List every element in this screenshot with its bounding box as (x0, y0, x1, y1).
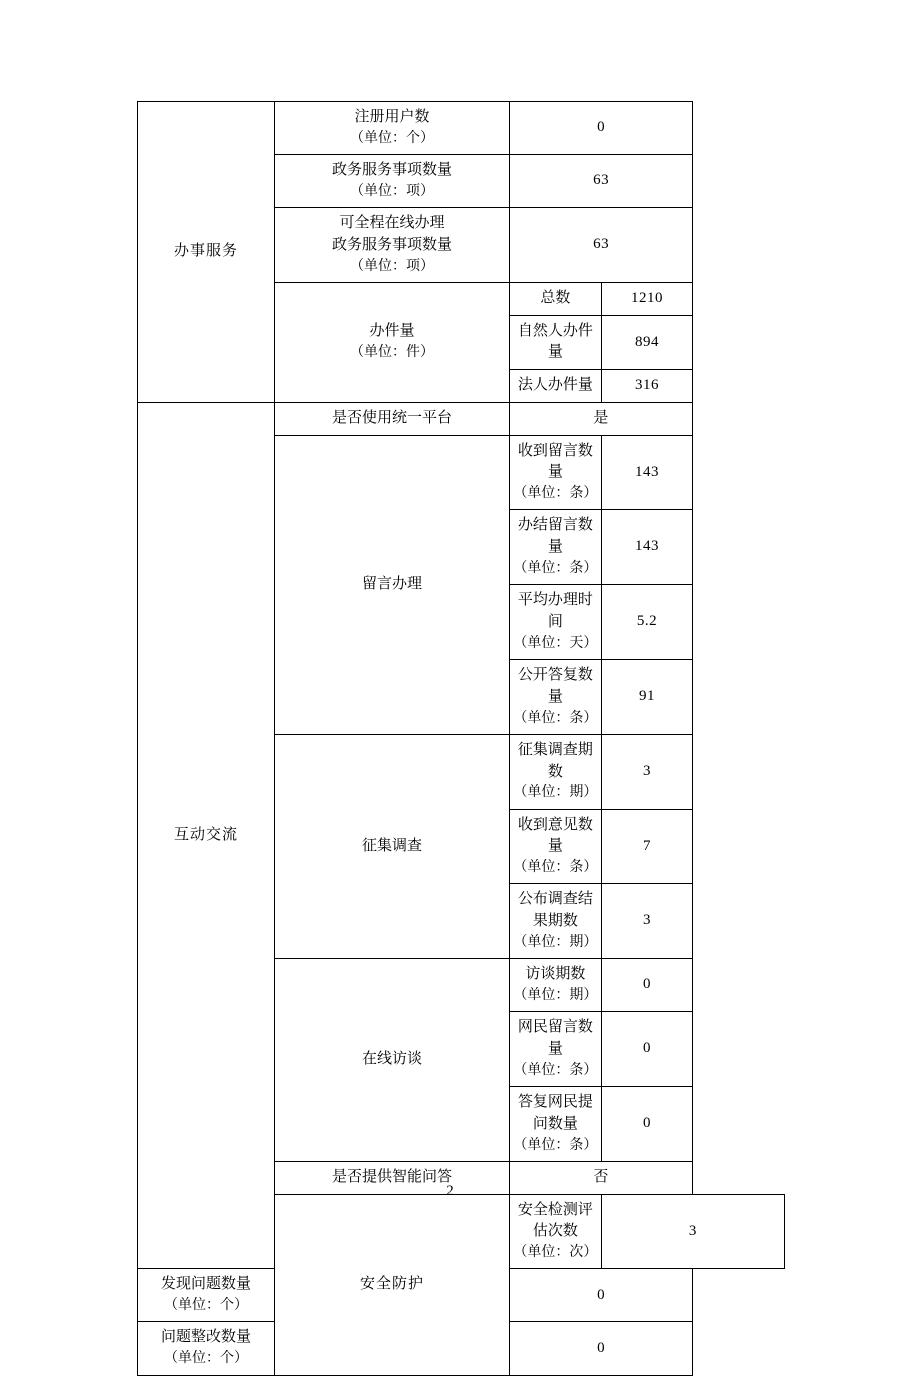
subitem-unit: （单位：条） (513, 860, 598, 876)
item-cell-unified-platform: 是否使用统一平台 (275, 402, 510, 435)
item-label: 问题整改数量 (160, 1329, 251, 1346)
value-cell-unified-platform: 是 (510, 402, 693, 435)
value-cell-published-results: 3 (601, 884, 693, 959)
category-cell-interaction: 互动交流 (138, 402, 275, 1269)
subitem-label: 网民留言数量 (517, 1019, 593, 1058)
subitem-label: 办结留言数量 (517, 517, 593, 556)
value-cell-netizen-messages: 0 (601, 1012, 693, 1087)
subitem-unit: （单位：期） (513, 934, 598, 950)
value-cell-received-opinions: 7 (601, 809, 693, 884)
item-label: 发现问题数量 (160, 1276, 251, 1293)
item-label: 政务服务事项数量 (331, 236, 452, 253)
item-unit: （单位：项） (350, 258, 434, 274)
subitem-unit: （单位：条） (513, 710, 598, 726)
item-cell-online-service-items (275, 208, 510, 283)
subitem-label: 公布调查结果期数 (517, 891, 593, 930)
subitem-unit: （单位：条） (513, 560, 598, 576)
subitem-label: 收到意见数量 (517, 816, 593, 855)
subitem-label: 答复网民提问数量 (517, 1094, 593, 1132)
value-cell-public-replies: 91 (601, 660, 693, 735)
subitem-label: 公开答复数量 (517, 667, 593, 705)
subitem-interview-periods (510, 959, 602, 1012)
item-cell-message-handling: 留言办理 (275, 435, 510, 734)
subitem-unit: （单位：条） (513, 1137, 598, 1153)
value-cell-smart-qa: 否 (510, 1161, 693, 1194)
item-label: 注册用户数 (354, 109, 430, 125)
subitem-unit: （单位：条） (513, 1062, 598, 1078)
item-unit: （单位：个） (164, 1351, 248, 1367)
subitem-label: 访谈期数 (525, 966, 586, 983)
subitem-received-messages (510, 435, 602, 510)
item-cell-issues-fixed (138, 1322, 275, 1375)
item-label: 安全检测评估次数 (517, 1201, 593, 1240)
item-cell-issues-found (138, 1269, 275, 1322)
item-cell-smart-qa: 是否提供智能问答 (275, 1161, 510, 1194)
value-cell-online-service-items: 63 (510, 208, 693, 283)
subitem-label: 收到留言数量 (517, 442, 593, 481)
subitem-published-results (510, 884, 602, 959)
value-cell-legal-person: 316 (601, 370, 693, 403)
value-cell-interview-periods: 0 (601, 959, 693, 1012)
item-cell-online-interview: 在线访谈 (275, 959, 510, 1162)
value-cell-natural-person: 894 (601, 315, 693, 370)
value-cell-completed-messages: 143 (601, 510, 693, 585)
table-row (138, 402, 785, 435)
value-cell-average-time: 5.2 (601, 585, 693, 660)
subitem-unit: （单位：条） (513, 486, 598, 502)
item-unit: （单位：个） (350, 130, 434, 146)
item-unit: （单位：件） (350, 345, 434, 361)
value-cell-issues-found: 0 (510, 1269, 693, 1322)
subitem-label: 征集调查期数 (517, 741, 593, 780)
value-cell-service-items: 63 (510, 155, 693, 208)
item-label-line1: 可全程在线办理 (339, 215, 445, 232)
subitem-average-time (510, 585, 602, 660)
category-cell-service: 办事服务 (138, 102, 275, 403)
item-label: 政务服务事项数量 (331, 162, 452, 179)
value-cell-received-messages: 143 (601, 435, 693, 510)
item-cell-registered-users (275, 102, 510, 155)
subitem-label-natural-person: 自然人办件量 (510, 315, 602, 370)
subitem-received-opinions (510, 809, 602, 884)
item-cell-service-items (275, 155, 510, 208)
subitem-unit: （单位：天） (513, 635, 598, 651)
table-row (138, 102, 785, 155)
item-cell-handled-volume (275, 282, 510, 402)
page-number: 2 (446, 1183, 454, 1199)
value-cell-security-assessments: 3 (601, 1194, 784, 1269)
subitem-label: 平均办理时间 (517, 592, 593, 630)
subitem-unit: （单位：期） (513, 987, 598, 1003)
subitem-unit: （单位：期） (513, 785, 598, 801)
value-cell-total: 1210 (601, 282, 693, 315)
subitem-label-legal-person: 法人办件量 (510, 370, 602, 403)
value-cell-registered-users: 0 (510, 102, 693, 155)
category-cell-security: 安全防护 (275, 1194, 510, 1375)
item-cell-security-assessments (510, 1194, 602, 1269)
value-cell-survey-periods: 3 (601, 734, 693, 809)
item-unit: （单位：次） (513, 1245, 598, 1261)
item-unit: （单位：个） (164, 1298, 248, 1314)
item-unit: （单位：项） (350, 183, 434, 199)
item-cell-survey: 征集调查 (275, 734, 510, 958)
subitem-public-replies (510, 660, 602, 735)
subitem-survey-periods (510, 734, 602, 809)
subitem-label-total: 总数 (510, 282, 602, 315)
value-cell-answered-questions: 0 (601, 1087, 693, 1162)
subitem-answered-questions (510, 1087, 602, 1162)
item-label: 办件量 (369, 323, 415, 340)
value-cell-issues-fixed: 0 (510, 1322, 693, 1375)
subitem-netizen-messages (510, 1012, 602, 1087)
subitem-completed-messages (510, 510, 602, 585)
